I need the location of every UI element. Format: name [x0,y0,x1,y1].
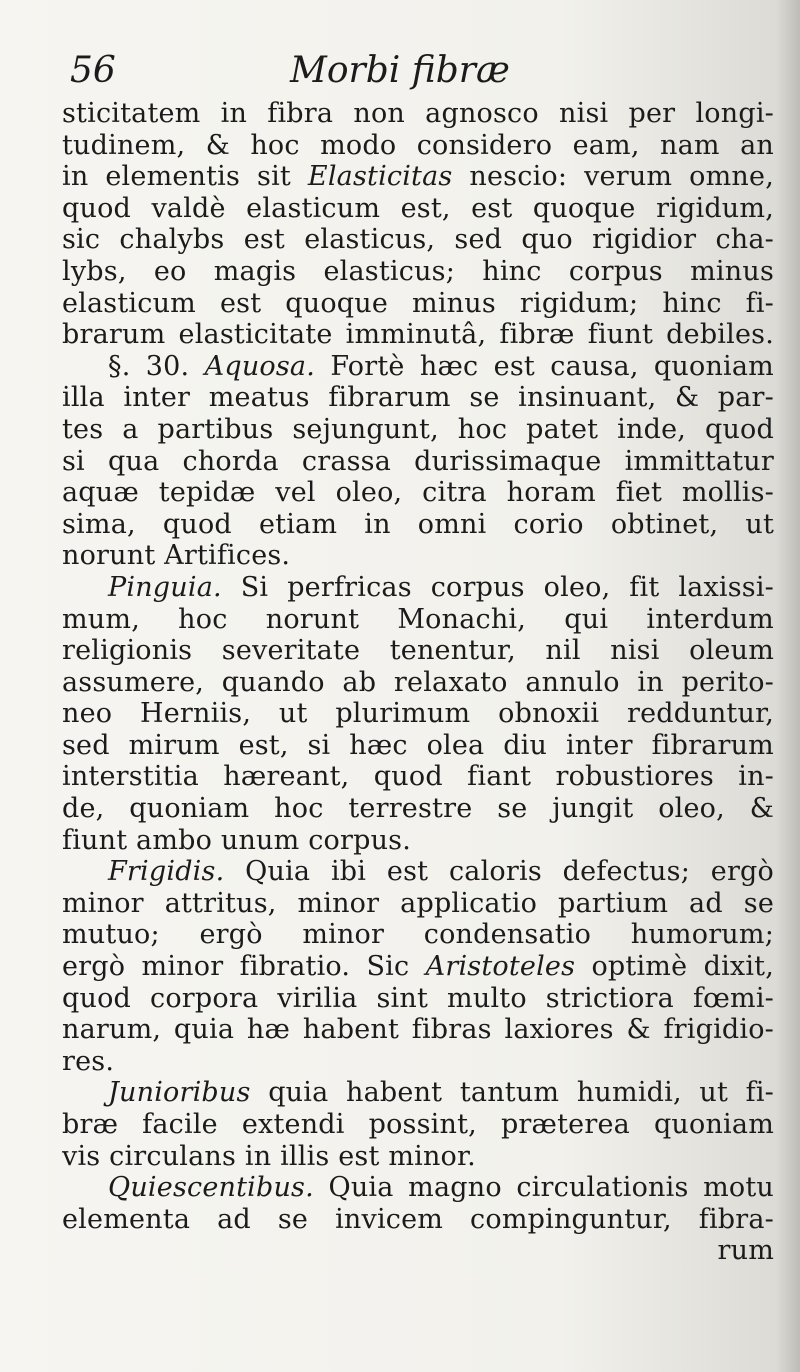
text-segment: de, quoniam hoc terrestre se jungit oleo, & [62,793,774,825]
text-line [62,1235,774,1267]
text-line [62,351,774,383]
text-segment: si qua chorda crassa durissimaque immittatur [62,445,774,477]
text-segment: Quia magno circulationis motu [313,1172,774,1204]
text-line [62,667,774,699]
text-line [62,382,774,414]
text-line [62,572,774,604]
text-segment: Si perfricas corpus oleo, fit laxissi- [221,571,774,603]
text-segment: mutuo; ergò minor condensatio humorum; [62,919,774,951]
text-line [62,477,774,509]
text-line [62,888,774,920]
text-segment: neo Herniis, ut plurimum obnoxii redduntur, [62,698,774,730]
text-line [62,951,774,983]
text-line [62,1046,774,1078]
text-line [62,1014,774,1046]
text-segment: minor attritus, minor applicatio partium ad se [62,887,774,919]
text-segment: elementa ad se invicem compinguntur, fibra- [62,1203,774,1235]
text-segment: sic chalybs est elasticus, sed quo rigidior cha- [62,224,774,256]
text-segment: lybs, eo magis elasticus; hinc corpus minus [62,255,774,287]
body-text [62,98,774,1267]
text-line [62,288,774,320]
text-segment: §. 30. [108,350,205,382]
italic-term: Elasticitas [307,161,453,193]
text-segment: fiunt ambo unum corpus. [62,824,412,856]
text-line [62,1204,774,1236]
text-line [62,414,774,446]
page-number: 56 [70,50,116,91]
text-segment: res. [62,1045,115,1077]
text-segment: assumere, quando ab relaxato annulo in perito- [62,666,774,698]
text-segment: optimè dixit, [575,951,774,983]
page-header [70,42,770,102]
text-line [62,761,774,793]
italic-term: Quiescentibus. [108,1172,314,1204]
text-segment: nescio: verum omne, [452,161,774,193]
text-line [62,509,774,541]
text-line [62,319,774,351]
text-line [62,919,774,951]
text-segment: sima, quod etiam in omni corio obtinet, ut [62,508,774,540]
text-segment: elasticum est quoque minus rigidum; hinc fi- [62,287,774,319]
text-segment: vis circulans in illis est minor. [62,1140,476,1172]
text-line [62,1077,774,1109]
italic-term: Aquosa. [204,350,316,382]
text-segment: brarum elasticitate imminutâ, fibræ fiunt debiles. [62,319,774,351]
text-line [62,730,774,762]
text-segment: illa inter meatus fibrarum se insinuant, & par- [62,382,774,414]
text-line [62,446,774,478]
text-line [62,193,774,225]
text-segment: sticitatem in fibra non agnosco nisi per longi- [62,98,774,129]
text-line [62,98,774,130]
text-segment: interstitia hæreant, quod fiant robustiores in- [62,761,774,793]
text-line [62,793,774,825]
text-segment: ergò minor fibratio. Sic [62,951,426,983]
text-segment: religionis severitate tenentur, nil nisi oleum [62,635,774,667]
text-segment: rum [717,1235,774,1267]
text-segment: Quia ibi est caloris defectus; ergò [224,856,774,888]
text-segment: tes a partibus sejungunt, hoc patet inde, quod [62,413,774,445]
text-segment: mum, hoc norunt Monachi, qui interdum [62,603,774,635]
text-segment: norunt Artifices. [62,540,291,572]
text-line [62,698,774,730]
text-line [62,983,774,1015]
text-line [62,130,774,162]
text-segment: bræ facile extendi possint, præterea quoniam [62,1109,774,1140]
text-segment: quod valdè elasticum est, est quoque rigidum, [62,192,774,224]
italic-term: Pinguia. [108,571,222,603]
text-segment: Fortè hæc est causa, quoniam [315,350,774,382]
text-line [62,161,774,193]
text-line [62,256,774,288]
text-line [62,604,774,636]
italic-term: Frigidis. [108,856,225,888]
text-line [62,1172,774,1204]
text-segment: in elementis sit [62,161,308,193]
italic-term: Aristoteles [425,951,576,983]
text-line [62,1109,774,1141]
text-segment: quia habent tantum humidi, ut fi- [250,1077,774,1109]
text-line [62,224,774,256]
text-line [62,825,774,857]
text-segment: sed mirum est, si hæc olea diu inter fibrarum [62,729,774,761]
text-line [62,1141,774,1173]
text-segment: quod corpora virilia sint multo strictiora fœmi- [62,982,774,1014]
text-line [62,540,774,572]
text-segment: narum, quia hæ habent fibras laxiores & frigidio- [62,1014,774,1046]
text-line [62,635,774,667]
text-line [62,856,774,888]
italic-term: Junioribus [108,1077,251,1109]
text-segment: tudinem, & hoc modo considero eam, nam an [62,129,774,161]
text-segment: aquæ tepidæ vel oleo, citra horam fiet mollis- [62,477,774,509]
running-head: Morbi fibræ [290,50,510,91]
